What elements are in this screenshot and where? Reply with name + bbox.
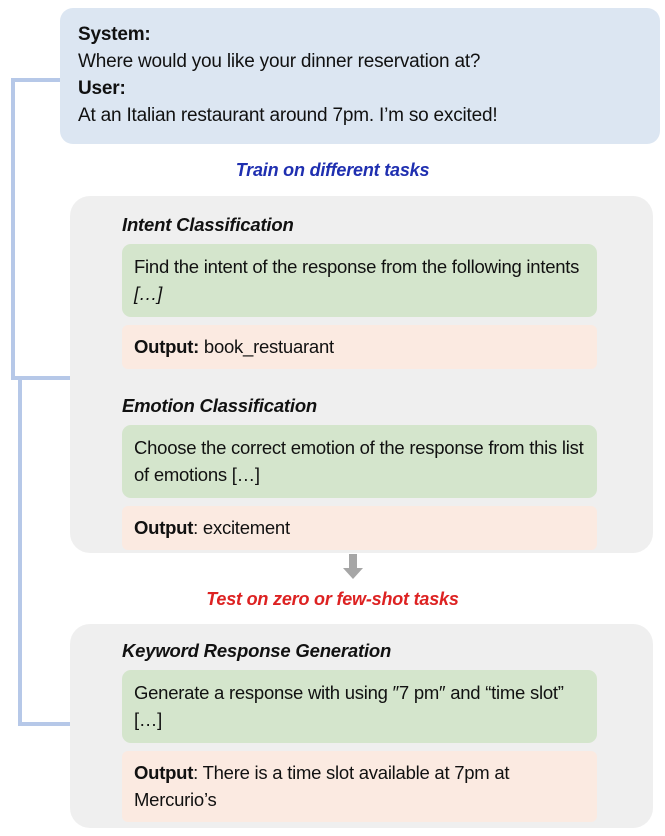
user-turn-text: At an Italian restaurant around 7pm. I’m so excited! xyxy=(78,105,498,126)
task-output-text xyxy=(134,333,585,360)
dialogue-card xyxy=(60,8,660,144)
task-title: Keyword Response Generation xyxy=(122,640,392,661)
system-turn-text: Where would you like your dinner reservation at? xyxy=(78,51,481,72)
task-output-label: Output: xyxy=(134,336,200,357)
task-prompt-box xyxy=(122,670,597,743)
task-title: Intent Classification xyxy=(122,214,294,235)
connector-line-vertical-bottom xyxy=(18,378,22,726)
test-stage-caption: Test on zero or few-shot tasks xyxy=(206,589,459,609)
train-stage-caption: Train on different tasks xyxy=(235,160,430,180)
connector-line-vertical-top xyxy=(11,78,15,380)
task-output-value: : There is a time slot available at 7pm at Mercurio’s xyxy=(134,762,510,810)
test-task-group xyxy=(70,624,653,828)
task-prompt-main: Choose the correct emotion of the response from this list of emotions […] xyxy=(134,437,584,485)
task-prompt-text xyxy=(134,253,585,307)
task-output-box xyxy=(122,506,597,550)
task-prompt-ellipsis: […] xyxy=(134,283,163,304)
arrow-down-icon xyxy=(342,554,364,580)
task-title: Emotion Classification xyxy=(122,395,318,416)
task-prompt-main: Generate a response with using ″7 pm″ and “time slot” […] xyxy=(134,682,564,730)
task-output-label: Output xyxy=(134,517,194,538)
task-prompt-text xyxy=(134,434,585,488)
task-prompt-box xyxy=(122,244,597,317)
task-prompt-text xyxy=(134,679,585,733)
task-prompt-main: Find the intent of the response from the following intents xyxy=(134,256,580,277)
task-output-box xyxy=(122,325,597,369)
train-task-group xyxy=(70,196,653,553)
task-output-text xyxy=(134,514,585,541)
task-prompt-box xyxy=(122,425,597,498)
task-output-text xyxy=(134,759,585,813)
task-block-emotion-classification xyxy=(122,395,597,550)
task-output-value: : excitement xyxy=(193,517,290,538)
task-block-intent-classification xyxy=(122,214,597,369)
task-output-value: book_restuarant xyxy=(199,336,334,357)
system-turn-label: System: xyxy=(78,24,151,45)
task-output-box xyxy=(122,751,597,822)
task-output-label: Output xyxy=(134,762,194,783)
user-turn-label: User: xyxy=(78,78,126,99)
task-block-keyword-response-generation xyxy=(122,640,597,822)
